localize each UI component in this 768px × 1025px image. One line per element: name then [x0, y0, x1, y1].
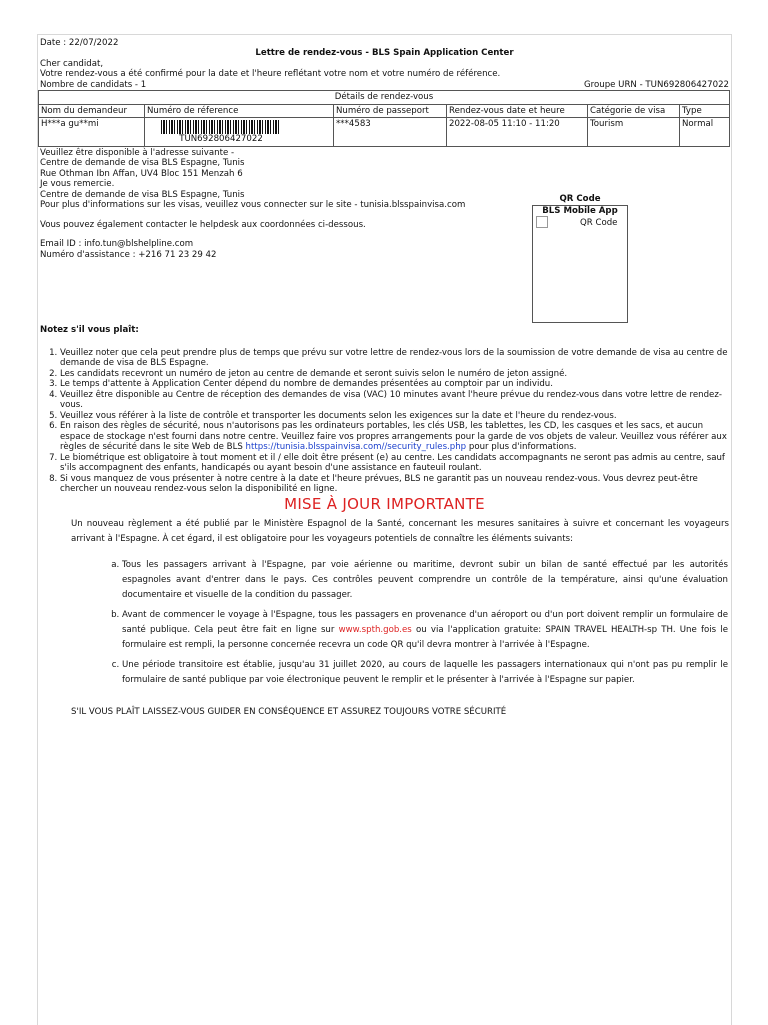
- list-item: 4. Veuillez être disponible au Centre de réception des demandes de visa (VAC) 10 minutes avant l'heure prévue du rendez-vous dans votre lettre de rendez-vous.: [60, 390, 728, 411]
- table-caption: Détails de rendez-vous: [39, 91, 730, 104]
- appointment-table: [38, 90, 730, 146]
- col-header-reference: Numéro de réference: [145, 104, 334, 117]
- broken-image-icon: [536, 216, 548, 228]
- cell-category: Tourism: [588, 118, 680, 146]
- visa-info-text: Pour plus d'informations sur les visas, veuillez vous connecter sur le site - tunisia.blsspainvisa.com: [40, 200, 466, 211]
- list-item: [122, 608, 728, 653]
- list-item: [60, 421, 728, 452]
- list-item: 2. Les candidats recevront un numéro de jeton au centre de demande et seront suivis selon le numéro de jeton assigné.: [60, 369, 728, 379]
- spth-link[interactable]: www.spth.gob.es: [338, 624, 412, 635]
- cell-type: Normal: [680, 118, 730, 146]
- candidates-row: [38, 80, 731, 90]
- security-rules-text: En raison des règles de sécurité, nous n'autorisons pas les ordinateurs portables, les clés USB, les tablettes, les CD, les casques et les sacs, et aucun espace de stockage n'est fourni dans notre centre. Veuillez faire vos propres arrangements pour la garde de vos objets de valeur. Veuillez vous référer aux règles de sécurité dans le site Web de BLS: [60, 421, 727, 453]
- address-line-3: Centre de demande de visa BLS Espagne, Tunis: [40, 189, 245, 200]
- cell-datetime: 2022-08-05 11:10 - 11:20: [447, 118, 588, 146]
- col-header-passport: Numéro de passeport: [334, 104, 447, 117]
- qr-alt-text: QR Code: [580, 217, 618, 228]
- table-row: [39, 118, 730, 146]
- table-header-row: [39, 104, 730, 117]
- qr-subtitle: BLS Mobile App: [542, 206, 618, 216]
- address-intro: Veuillez être disponible à l'adresse suivante -: [40, 147, 235, 158]
- update-list: [38, 558, 728, 688]
- col-header-category: Catégorie de visa: [588, 104, 680, 117]
- cell-reference: [145, 118, 334, 146]
- cell-name: H***a gu**mi: [39, 118, 145, 146]
- helpdesk-email: Email ID : info.tun@blshelpline.com: [40, 239, 194, 250]
- letter-date: Date : 22/07/2022: [40, 38, 119, 48]
- appointment-letter: [37, 34, 732, 1025]
- update-intro: Un nouveau règlement a été publié par le Ministère Espagnol de la Santé, concernant les mesures sanitaires à suivre et concernant les voyageurs arrivant à l'Espagne. À cet égard, il est obligatoire pour les voyageurs potentiels de connaître les éléments suivants:: [71, 518, 729, 544]
- list-item: 3. Le temps d'attente à Application Center dépend du nombre de demandes présentées au comptoir par un individu.: [60, 379, 728, 389]
- important-update-heading: MISE À JOUR IMPORTANTE: [284, 494, 485, 513]
- confirmation-text: Votre rendez-vous a été confirmé pour la date et l'heure reflétant votre nom et votre numéro de référence.: [40, 69, 501, 80]
- list-item: 8. Si vous manquez de vous présenter à notre centre à la date et l'heure prévues, BLS ne garantit pas un nouveau rendez-vous. Vous devrez peut-être chercher un nouveau rendez-vous selon la disponibilité en ligne.: [60, 474, 728, 495]
- col-header-name: Nom du demandeur: [39, 104, 145, 117]
- notes-list: [38, 348, 728, 495]
- reference-number: TUN692806427022: [179, 134, 263, 145]
- security-rules-suffix: pour plus d'informations.: [466, 442, 577, 453]
- address-line-2: Rue Othman Ibn Affan, UV4 Bloc 151 Menzah 6: [40, 168, 243, 179]
- qr-title: QR Code: [559, 194, 601, 204]
- col-header-type: Type: [680, 104, 730, 117]
- list-item: a. Tous les passagers arrivant à l'Espagne, par voie aérienne ou maritime, devront subir un bilan de santé effectué par les autorités espagnoles avant d'entrer dans le pays. Ces contrôles peuvent comprendre un contrôle de la température, ainsi qu'une évaluation documentaire et visuelle de la condition du passager.: [122, 558, 728, 603]
- cell-passport: ***4583: [334, 118, 447, 146]
- col-header-datetime: Rendez-vous date et heure: [447, 104, 588, 117]
- address-line-1: Centre de demande de visa BLS Espagne, Tunis: [40, 158, 245, 169]
- list-item: c. Une période transitoire est établie, jusqu'au 31 juillet 2020, au cours de laquelle les passagers internationaux qui n'ont pas pu remplir le formulaire de santé publique par voie électronique peuvent le remplir et le présenter à l'arrivée à l'Espagne sur papier.: [122, 658, 728, 688]
- list-item: 5. Veuillez vous référer à la liste de contrôle et transporter les documents selon les exigences sur la date et l'heure du rendez-vous.: [60, 411, 728, 421]
- barcode-image: [161, 120, 281, 134]
- letter-title: Lettre de rendez-vous - BLS Spain Application Center: [255, 48, 514, 59]
- security-rules-link[interactable]: https://tunisia.blsspainvisa.com//security_rules.php: [245, 442, 467, 453]
- notes-heading: Notez s'il vous plaît:: [40, 325, 139, 336]
- qr-code-box: [532, 205, 628, 323]
- thanks-text: Je vous remercie.: [40, 179, 115, 190]
- list-item: 7. Le biométrique est obligatoire à tout moment et il / elle doit être présent (e) au centre. Les candidats accompagnants ne seront pas admis au centre, sauf s'ils accompagnent des enfants, handicapés ou ayant besoin d'une assistance en fauteuil roulant.: [60, 453, 728, 474]
- update-b-pre: Avant de commencer le voyage à l'Espagne, tous les passagers en provenance d'un aéroport ou d'un port doivent remplir un formulaire de santé publique. Cela peut être fait en ligne sur: [122, 609, 728, 635]
- list-item: 1. Veuillez noter que cela peut prendre plus de temps que prévu sur votre lettre de rendez-vous lors de la soumission de votre demande de visa au centre de demande de visa de BLS Espagne.: [60, 348, 728, 369]
- helpdesk-phone: Numéro d'assistance : +216 71 23 29 42: [40, 249, 217, 260]
- update-b-post: ou via l'application gratuite: SPAIN TRAVEL HEALTH-sp TH. Une fois le formulaire est rempli, la personne concernée recevra un code QR qu'il devra montrer à l'arrivée à l'Espagne.: [122, 624, 728, 651]
- candidate-count: Nombre de candidats - 1: [40, 79, 147, 90]
- group-urn: Groupe URN - TUN692806427022: [583, 79, 729, 90]
- closing-text: S'IL VOUS PLAÎT LAISSEZ-VOUS GUIDER EN CONSÉQUENCE ET ASSUREZ TOUJOURS VOTRE SÉCURITÉ: [71, 707, 507, 718]
- greeting: Cher candidat,: [40, 58, 104, 69]
- helpdesk-text: Vous pouvez également contacter le helpdesk aux coordonnées ci-dessous.: [40, 219, 366, 230]
